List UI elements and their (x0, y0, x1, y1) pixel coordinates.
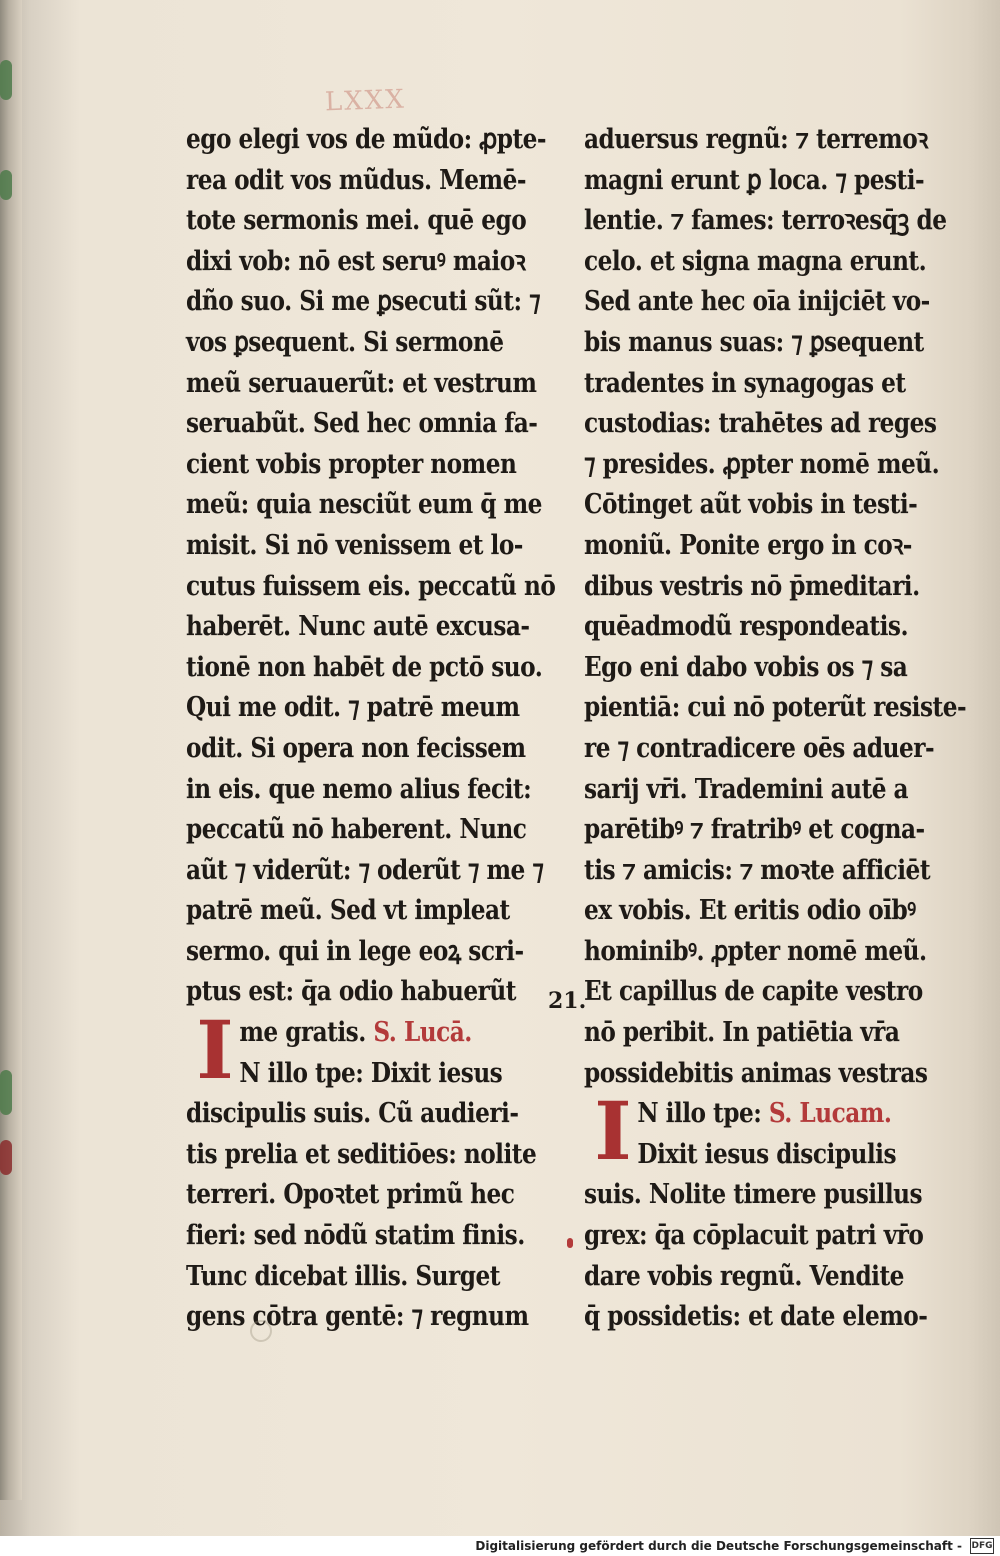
rubricated-initial: I (594, 1084, 632, 1179)
text-line: ptus est: q̄a odio habuerũt (186, 976, 516, 1008)
text-line: gens cōtra gentē: ⁊ regnum (186, 1301, 529, 1333)
text-line: hominibꝰ. ꝓpter nomē meũ. (584, 935, 927, 967)
rubric-line (584, 1094, 900, 1135)
text-line: grex: q̄a cōplacuit patri vr̄o (584, 1220, 924, 1252)
text-line: ex vobis. Et eritis odio oībꝰ (584, 895, 916, 927)
text-line: custodias: trahētes ad reges (584, 408, 937, 440)
text-line: N illo tpe: (637, 1098, 762, 1130)
rubric-mark (567, 1238, 573, 1248)
text-line: cient vobis propter nomen (186, 448, 517, 480)
text-line: patrē meũ. Sed vt impleat (186, 895, 510, 927)
text-line: haberēt. Nunc autē excusa- (186, 611, 530, 643)
text-line: possidebitis animas vestras (584, 1057, 928, 1089)
text-line: dño suo. Si me ꝑsecuti sũt: ⁊ (186, 286, 541, 318)
gratis-line (186, 1013, 499, 1054)
dfg-logo-icon: DFG (970, 1538, 994, 1554)
text-line: aũt ⁊ viderũt: ⁊ oderũt ⁊ me ⁊ (186, 854, 544, 886)
text-line: N illo tpe: Dixit iesus (239, 1057, 503, 1089)
digitization-footer (0, 1536, 1000, 1556)
text-line: moniũ. Ponite ergo in coꝛ- (584, 529, 912, 561)
text-line: meũ seruauerũt: et vestrum (186, 367, 537, 399)
edge-tab-mark (0, 1140, 12, 1175)
text-line: odit. Si opera non fecissem (186, 732, 526, 764)
text-line: Tunc dicebat illis. Surget (186, 1260, 500, 1292)
chapter-marker: 21. (548, 988, 587, 1014)
text-line: celo. et signa magna erunt. (584, 245, 927, 277)
text-line: quēadmodũ respondeatis. (584, 611, 909, 643)
text-line: discipulis suis. Cũ audieri- (186, 1098, 519, 1130)
text-line: misit. Si nō venissem et lo- (186, 529, 523, 561)
text-line: Cōtinget aũt vobis in testi- (584, 489, 918, 521)
text-line: ego elegi vos de mũdo: ꝓpte- (186, 124, 547, 155)
text-line: suis. Nolite timere pusillus (584, 1179, 923, 1211)
text-line: bis manus suas: ⁊ ꝑsequent (584, 326, 924, 358)
text-line: re ⁊ contradicere oēs aduer- (584, 732, 935, 764)
text-line: meũ: quia nesciũt eum q̄ me (186, 489, 542, 521)
text-line: Ego eni dabo vobis os ⁊ sa (584, 651, 908, 683)
page-number: LXXX (324, 84, 407, 118)
initial-block (584, 1084, 952, 1179)
text-line: Dixit iesus discipulis (637, 1138, 897, 1170)
text-line: magni erunt ꝑ loca. ⁊ pesti- (584, 164, 925, 196)
text-line: nō peribit. In patiētia vr̄a (584, 1017, 900, 1049)
funding-credit: Digitalisierung gefördert durch die Deutsche Forschungsgemeinschaft - (475, 1539, 962, 1553)
text-line: parētibꝰ ⁊ fratribꝰ et cogna- (584, 814, 925, 846)
rubric-heading: S. Lucam. (768, 1098, 892, 1130)
text-line: fieri: sed nōdũ statim finis. (186, 1220, 525, 1252)
text-line: ⁊ presides. ꝓpter nomē meũ. (584, 448, 940, 480)
left-column (186, 120, 556, 1338)
text-line: dare vobis regnũ. Vendite (584, 1260, 904, 1292)
text-line: tote sermonis mei. quē ego (186, 205, 527, 237)
edge-tab-mark (0, 1070, 12, 1115)
text-line: lentie. ⁊ fames: terroꝛesq̄ꝫ de (584, 205, 947, 237)
text-line: aduersus regnũ: ⁊ terremoꝛ (584, 124, 928, 155)
right-column (584, 120, 967, 1338)
text-line: seruabũt. Sed hec omnia fa- (186, 408, 538, 440)
initial-block (186, 1003, 550, 1098)
text-line: terreri. Opoꝛtet primũ hec (186, 1179, 515, 1211)
text-line: Qui me odit. ⁊ patrē meum (186, 692, 520, 724)
text-line: sermo. qui in lege eoꝝ scri- (186, 935, 524, 967)
text-line: cutus fuissem eis. peccatũ nō (186, 570, 556, 602)
text-line: pientiā: cui nō poterũt resiste- (584, 692, 967, 724)
text-line: q̄ possidetis: et date elemo- (584, 1301, 928, 1333)
edge-tab-mark (0, 60, 12, 100)
text-line: tionē non habēt de pctō suo. (186, 651, 543, 683)
text-line: tis ⁊ amicis: ⁊ moꝛte afficiēt (584, 854, 931, 886)
text-line: peccatũ nō haberent. Nunc (186, 814, 527, 846)
page-edge (0, 0, 22, 1500)
text-line: in eis. que nemo alius fecit: (186, 773, 532, 805)
text-line: tradentes in synagogas et (584, 367, 906, 399)
edge-tab-mark (0, 170, 12, 200)
text-line: sarij vr̄i. Trademini autē a (584, 773, 909, 805)
text-line: dibus vestris nō p̄meditari. (584, 570, 920, 602)
text-line: Sed ante hec oīa inijciēt vo- (584, 286, 930, 318)
text-line: dixi vob: nō est seruꝰ maioꝛ (186, 245, 526, 277)
paper-stain (250, 1320, 272, 1342)
rubric-heading: S. Lucā. (373, 1017, 472, 1049)
rubricated-initial: I (196, 1003, 234, 1098)
text-line: vos ꝑsequent. Si sermonē (186, 326, 504, 358)
text-line: tis prelia et seditiōes: nolite (186, 1138, 537, 1170)
text-line: me gratis. (239, 1017, 366, 1049)
text-line: Et capillus de capite vestro (584, 976, 923, 1008)
text-line: rea odit vos mũdus. Memē- (186, 164, 526, 196)
